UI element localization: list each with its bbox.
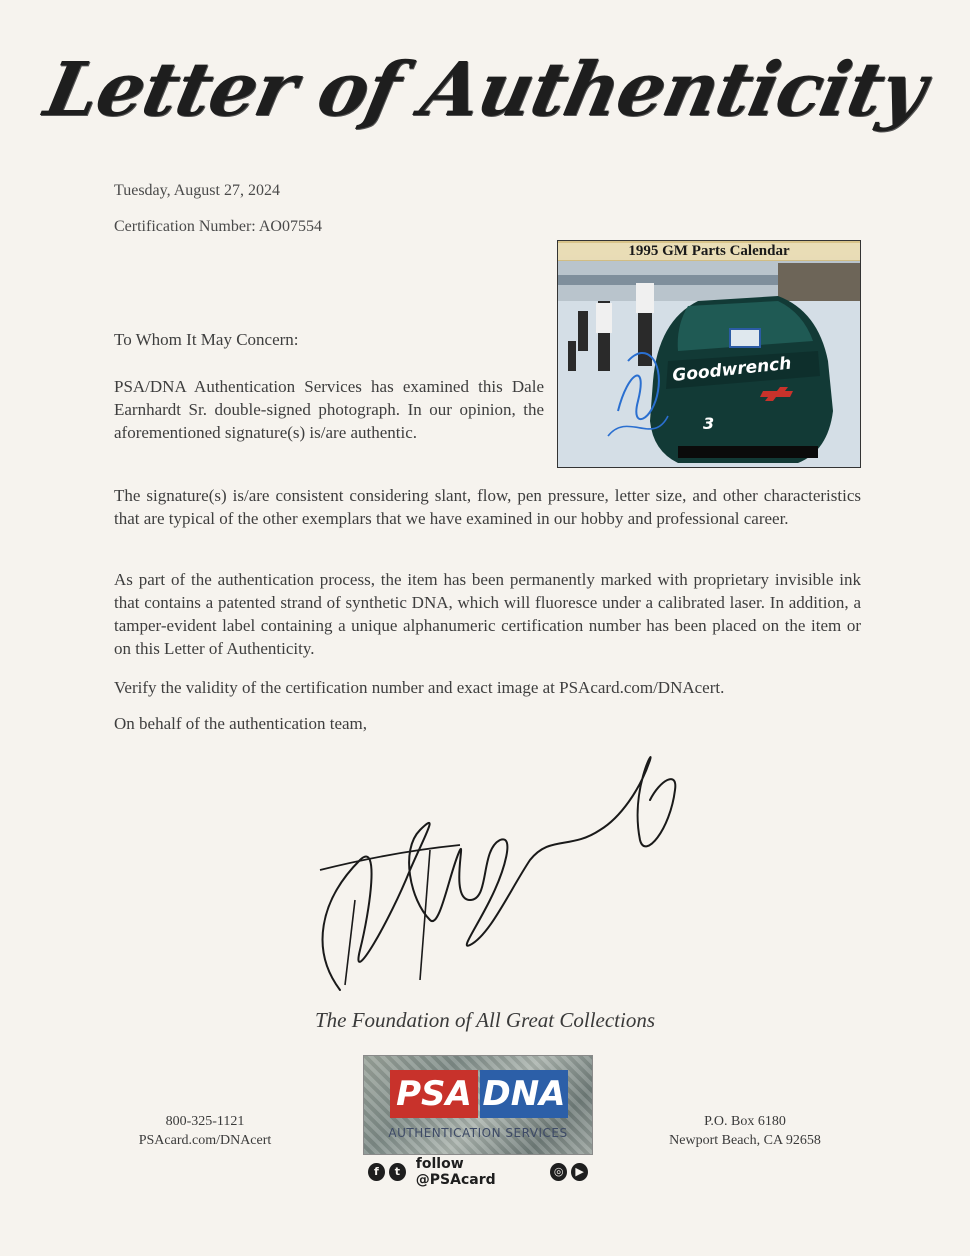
logo-dna: DNA bbox=[480, 1070, 568, 1118]
tagline: The Foundation of All Great Collections bbox=[314, 1008, 656, 1032]
letter-title-wrap bbox=[0, 30, 970, 150]
photo-caption: 1995 GM Parts Calendar bbox=[558, 243, 860, 260]
letter-date: Tuesday, August 27, 2024 bbox=[114, 182, 280, 199]
facebook-icon[interactable]: f bbox=[368, 1163, 385, 1181]
youtube-icon[interactable]: ▶ bbox=[571, 1163, 588, 1181]
salutation: To Whom It May Concern: bbox=[114, 330, 299, 349]
paragraph-closing: On behalf of the authentication team, bbox=[114, 714, 368, 733]
psa-dna-hologram-logo bbox=[363, 1055, 593, 1155]
psa-dna-logo bbox=[390, 1070, 568, 1118]
twitter-icon[interactable]: t bbox=[389, 1163, 406, 1181]
letter-title: Letter of Authenticity bbox=[37, 47, 933, 133]
car-sponsor-text: Goodwrench bbox=[671, 353, 793, 386]
po-box: P.O. Box 6180 bbox=[704, 1114, 786, 1129]
paragraph-consistency: The signature(s) is/are consistent considering slant, flow, pen pressure, letter size, and other characteristics that are typical of the other exemplars that we have examined in our hobby and professional career. bbox=[114, 486, 861, 528]
race-car-illustration bbox=[558, 241, 861, 468]
certification-number: Certification Number: AO07554 bbox=[114, 218, 322, 235]
city-address: Newport Beach, CA 92658 bbox=[669, 1133, 821, 1148]
phone-number: 800-325-1121 bbox=[165, 1114, 245, 1129]
logo-subtitle: AUTHENTICATION SERVICES bbox=[388, 1126, 568, 1140]
contact-left bbox=[120, 1112, 290, 1150]
authenticator-signature bbox=[300, 750, 700, 1010]
paragraph-process: As part of the authentication process, the item has been permanently marked with proprietary invisible ink that contains a patented strand of synthetic DNA, which will fluoresce under a calibrated laser. In addition, a tamper-evident label containing a unique alphanumeric certification number has been placed on the item or on this Letter of Authenticity. bbox=[114, 570, 861, 658]
instagram-icon[interactable]: ◎ bbox=[550, 1163, 567, 1181]
car-number: 3 bbox=[703, 414, 715, 433]
social-row bbox=[368, 1156, 588, 1188]
item-photo bbox=[557, 240, 861, 468]
website-link[interactable]: PSAcard.com/DNAcert bbox=[138, 1133, 272, 1148]
social-handle: follow @PSAcard bbox=[415, 1156, 496, 1188]
logo-psa: PSA bbox=[390, 1070, 478, 1118]
paragraph-examined: PSA/DNA Authentication Services has examined this Dale Earnhardt Sr. double-signed photograph. In our opinion, the aforementioned signature(s) is/are authentic. bbox=[114, 377, 544, 442]
paragraph-verify: Verify the validity of the certification number and exact image at PSAcard.com/DNAcert. bbox=[114, 678, 725, 697]
contact-right bbox=[650, 1112, 840, 1150]
